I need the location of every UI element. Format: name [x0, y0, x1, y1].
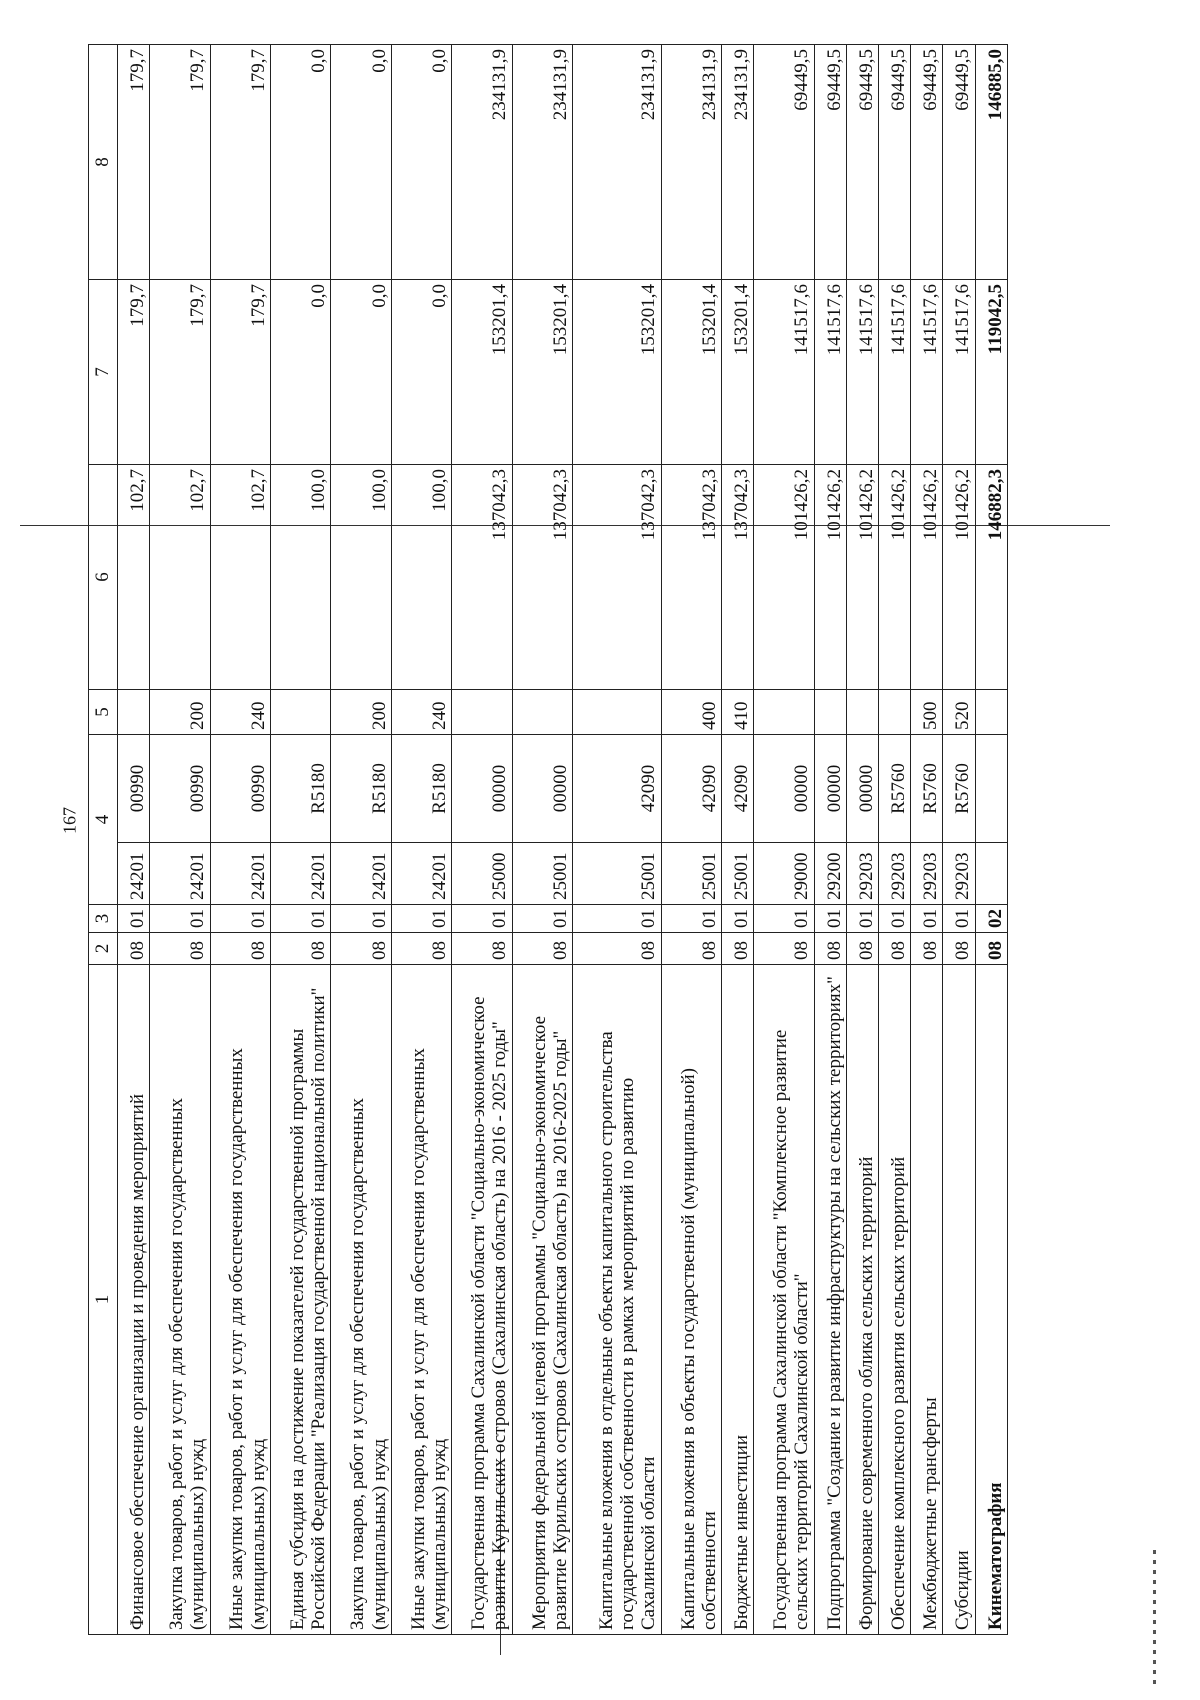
row-value-col7: 141517,6 [879, 280, 911, 465]
row-program-code: 25000 [452, 843, 512, 905]
row-subsection-code: 01 [512, 905, 572, 933]
row-section-code: 08 [846, 933, 878, 965]
row-subsection-code: 01 [879, 905, 911, 933]
row-value-col7: 141517,6 [814, 280, 846, 465]
row-subsection-code: 02 [975, 905, 1007, 933]
row-value-col7: 119042,5 [975, 280, 1007, 465]
row-subsection-code: 01 [118, 905, 150, 933]
row-subsection-code: 01 [150, 905, 210, 933]
row-program-code: 24201 [391, 843, 451, 905]
row-section-code: 08 [573, 933, 662, 965]
header-col-3: 3 [89, 905, 118, 933]
header-col-5: 5 [89, 690, 118, 735]
header-row [89, 45, 118, 1635]
row-value-col8: 234131,9 [573, 45, 662, 280]
total-row [975, 45, 1007, 1635]
row-value-col8: 234131,9 [452, 45, 512, 280]
row-value-col8: 0,0 [331, 45, 391, 280]
row-value-col7: 141517,6 [754, 280, 814, 465]
row-expense-type [879, 690, 911, 735]
row-section-code: 08 [210, 933, 270, 965]
row-value-col7: 0,0 [331, 280, 391, 465]
row-subsection-code: 01 [911, 905, 943, 933]
row-expense-type [573, 690, 662, 735]
budget-table-container [88, 45, 1008, 1635]
row-value-col6: 101426,2 [879, 465, 911, 690]
row-section-code: 08 [722, 933, 754, 965]
row-expense-type: 410 [722, 690, 754, 735]
table-row [846, 45, 878, 1635]
row-name: Государственная программа Сахалинской области "Социально-экономическое развитие Курильских островов (Сахалинская область) на 2016 - 2025 годы" [452, 965, 512, 1635]
row-expense-type [975, 690, 1007, 735]
row-expense-type: 240 [210, 690, 270, 735]
table-row [573, 45, 662, 1635]
header-col-6: 6 [89, 465, 118, 690]
row-direction-code: 00990 [118, 735, 150, 843]
row-program-code: 29203 [943, 843, 975, 905]
row-program-code: 24201 [271, 843, 331, 905]
row-program-code: 24201 [331, 843, 391, 905]
row-section-code: 08 [391, 933, 451, 965]
row-section-code: 08 [118, 933, 150, 965]
row-subsection-code: 01 [814, 905, 846, 933]
table-row [911, 45, 943, 1635]
row-program-code: 25001 [512, 843, 572, 905]
row-name: Субсидии [943, 965, 975, 1635]
row-subsection-code: 01 [210, 905, 270, 933]
row-value-col8: 69449,5 [879, 45, 911, 280]
row-expense-type [271, 690, 331, 735]
row-section-code: 08 [661, 933, 721, 965]
row-value-col6: 137042,3 [661, 465, 721, 690]
row-direction-code: 00990 [150, 735, 210, 843]
row-name: Капитальные вложения в объекты государственной (муниципальной) собственности [661, 965, 721, 1635]
row-program-code: 25001 [661, 843, 721, 905]
row-value-col8: 234131,9 [722, 45, 754, 280]
row-value-col8: 234131,9 [661, 45, 721, 280]
row-value-col7: 141517,6 [943, 280, 975, 465]
row-subsection-code: 01 [331, 905, 391, 933]
row-expense-type [118, 690, 150, 735]
row-subsection-code: 01 [943, 905, 975, 933]
page-number: 167 [59, 807, 80, 834]
row-section-code: 08 [150, 933, 210, 965]
row-value-col7: 153201,4 [452, 280, 512, 465]
row-value-col6: 101426,2 [943, 465, 975, 690]
row-value-col7: 153201,4 [573, 280, 662, 465]
row-value-col6: 101426,2 [754, 465, 814, 690]
row-program-code: 24201 [210, 843, 270, 905]
row-name: Бюджетные инвестиции [722, 965, 754, 1635]
row-section-code: 08 [452, 933, 512, 965]
table-row [661, 45, 721, 1635]
row-expense-type [814, 690, 846, 735]
table-row [391, 45, 451, 1635]
row-value-col7: 141517,6 [911, 280, 943, 465]
row-value-col6: 100,0 [271, 465, 331, 690]
row-section-code: 08 [879, 933, 911, 965]
row-value-col6: 102,7 [150, 465, 210, 690]
row-direction-code: R5760 [879, 735, 911, 843]
row-name: Формирование современного облика сельских территорий [846, 965, 878, 1635]
row-name: Закупка товаров, работ и услуг для обеспечения государственных (муниципальных) нужд [331, 965, 391, 1635]
row-expense-type: 240 [391, 690, 451, 735]
row-expense-type: 200 [150, 690, 210, 735]
row-name: Межбюджетные трансферты [911, 965, 943, 1635]
row-direction-code: 00000 [814, 735, 846, 843]
row-subsection-code: 01 [754, 905, 814, 933]
row-direction-code: R5180 [331, 735, 391, 843]
row-direction-code: 00000 [512, 735, 572, 843]
row-expense-type [846, 690, 878, 735]
row-direction-code: 00000 [754, 735, 814, 843]
row-subsection-code: 01 [452, 905, 512, 933]
budget-table [88, 44, 1008, 1635]
row-value-col6: 102,7 [210, 465, 270, 690]
row-subsection-code: 01 [846, 905, 878, 933]
table-row [879, 45, 911, 1635]
row-section-code: 08 [754, 933, 814, 965]
row-direction-code: 00000 [452, 735, 512, 843]
row-direction-code: 00990 [210, 735, 270, 843]
header-col-7: 7 [89, 280, 118, 465]
table-row [452, 45, 512, 1635]
row-value-col8: 69449,5 [846, 45, 878, 280]
row-value-col6: 101426,2 [911, 465, 943, 690]
row-name: Иные закупки товаров, работ и услуг для обеспечения государственных (муниципальных) нужд [210, 965, 270, 1635]
row-value-col8: 0,0 [271, 45, 331, 280]
row-value-col6: 102,7 [118, 465, 150, 690]
header-col-2: 2 [89, 933, 118, 965]
row-value-col7: 0,0 [391, 280, 451, 465]
row-value-col8: 69449,5 [754, 45, 814, 280]
row-value-col8: 179,7 [150, 45, 210, 280]
row-expense-type: 500 [911, 690, 943, 735]
row-name: Иные закупки товаров, работ и услуг для обеспечения государственных (муниципальных) нужд [391, 965, 451, 1635]
row-direction-code [975, 735, 1007, 843]
row-value-col8: 0,0 [391, 45, 451, 280]
row-name: Закупка товаров, работ и услуг для обеспечения государственных (муниципальных) нужд [150, 965, 210, 1635]
row-value-col7: 0,0 [271, 280, 331, 465]
row-name: Кинематография [975, 965, 1007, 1635]
row-section-code: 08 [943, 933, 975, 965]
row-value-col6: 137042,3 [512, 465, 572, 690]
row-value-col6: 137042,3 [573, 465, 662, 690]
table-row [814, 45, 846, 1635]
row-value-col7: 141517,6 [846, 280, 878, 465]
row-value-col7: 179,7 [150, 280, 210, 465]
header-col-8: 8 [89, 45, 118, 280]
row-program-code [975, 843, 1007, 905]
row-program-code: 29000 [754, 843, 814, 905]
row-value-col6: 100,0 [391, 465, 451, 690]
table-row [150, 45, 210, 1635]
row-direction-code: R5760 [911, 735, 943, 843]
row-value-col6: 100,0 [331, 465, 391, 690]
row-section-code: 08 [512, 933, 572, 965]
row-value-col7: 179,7 [118, 280, 150, 465]
row-subsection-code: 01 [661, 905, 721, 933]
table-row [331, 45, 391, 1635]
row-name: Финансовое обеспечение организации и проведения мероприятий [118, 965, 150, 1635]
row-program-code: 29203 [846, 843, 878, 905]
row-value-col8: 179,7 [210, 45, 270, 280]
row-name: Единая субсидия на достижение показателей государственной программы Российской Федерации "Реализация государственной национальной политики" [271, 965, 331, 1635]
row-direction-code: R5180 [391, 735, 451, 843]
row-value-col8: 69449,5 [943, 45, 975, 280]
row-expense-type: 200 [331, 690, 391, 735]
row-program-code: 24201 [150, 843, 210, 905]
row-subsection-code: 01 [271, 905, 331, 933]
table-row [210, 45, 270, 1635]
row-direction-code: 42090 [722, 735, 754, 843]
scan-artifact-dots [1153, 1550, 1156, 1690]
row-name: Подпрограмма "Создание и развитие инфраструктуры на сельских территориях" [814, 965, 846, 1635]
row-direction-code: R5180 [271, 735, 331, 843]
row-program-code: 29200 [814, 843, 846, 905]
row-name: Мероприятия федеральной целевой программы "Социально-экономическое развитие Курильских островов (Сахалинская область) на 2016-2025 годы" [512, 965, 572, 1635]
row-program-code: 29203 [911, 843, 943, 905]
row-value-col6: 146882,3 [975, 465, 1007, 690]
table-row [118, 45, 150, 1635]
row-expense-type: 520 [943, 690, 975, 735]
row-value-col6: 137042,3 [722, 465, 754, 690]
row-section-code: 08 [975, 933, 1007, 965]
table-row [512, 45, 572, 1635]
row-value-col6: 101426,2 [846, 465, 878, 690]
table-row [754, 45, 814, 1635]
row-direction-code: R5760 [943, 735, 975, 843]
table-row [722, 45, 754, 1635]
row-name: Государственная программа Сахалинской области "Комплексное развитие сельских территорий Сахалинской области" [754, 965, 814, 1635]
row-subsection-code: 01 [573, 905, 662, 933]
row-expense-type: 400 [661, 690, 721, 735]
row-value-col8: 69449,5 [911, 45, 943, 280]
row-direction-code: 42090 [573, 735, 662, 843]
row-name: Обеспечение комплексного развития сельских территорий [879, 965, 911, 1635]
row-value-col7: 153201,4 [661, 280, 721, 465]
row-section-code: 08 [271, 933, 331, 965]
row-program-code: 25001 [573, 843, 662, 905]
row-value-col7: 153201,4 [512, 280, 572, 465]
row-value-col6: 137042,3 [452, 465, 512, 690]
row-program-code: 24201 [118, 843, 150, 905]
table-row [271, 45, 331, 1635]
row-program-code: 29203 [879, 843, 911, 905]
row-value-col8: 69449,5 [814, 45, 846, 280]
row-direction-code: 00000 [846, 735, 878, 843]
table-row [943, 45, 975, 1635]
row-direction-code: 42090 [661, 735, 721, 843]
row-expense-type [512, 690, 572, 735]
row-value-col8: 146885,0 [975, 45, 1007, 280]
row-name: Капитальные вложения в отдельные объекты капитального строительства государственной собственности в рамках мероприятий по развитию Сахалинской области [573, 965, 662, 1635]
row-value-col7: 179,7 [210, 280, 270, 465]
row-expense-type [452, 690, 512, 735]
header-col-4: 4 [89, 735, 118, 905]
row-expense-type [754, 690, 814, 735]
row-value-col8: 179,7 [118, 45, 150, 280]
row-section-code: 08 [814, 933, 846, 965]
row-value-col7: 153201,4 [722, 280, 754, 465]
row-section-code: 08 [911, 933, 943, 965]
row-subsection-code: 01 [722, 905, 754, 933]
header-col-1: 1 [89, 965, 118, 1635]
row-value-col6: 101426,2 [814, 465, 846, 690]
row-value-col8: 234131,9 [512, 45, 572, 280]
row-section-code: 08 [331, 933, 391, 965]
row-program-code: 25001 [722, 843, 754, 905]
row-subsection-code: 01 [391, 905, 451, 933]
